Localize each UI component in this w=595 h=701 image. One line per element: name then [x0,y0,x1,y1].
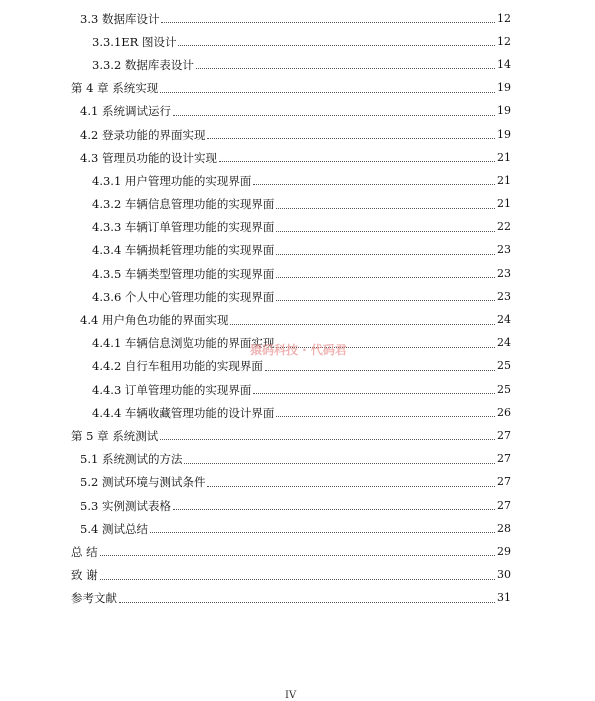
toc-entry[interactable] [0,146,595,169]
toc-entry[interactable] [0,448,595,471]
dot-leader [253,393,495,394]
toc-entry[interactable] [0,517,595,540]
toc-entry-label: 3.3.1ER 图设计 [92,34,177,49]
toc-entry-page: 22 [497,220,511,234]
toc-entry[interactable] [0,169,595,192]
page-number: IV [285,690,297,701]
toc-entry-page: 31 [497,591,511,605]
toc-entry-page: 23 [497,243,511,257]
toc-entry-label: 4.2 登录功能的界面实现 [80,127,206,142]
toc-entry[interactable] [0,239,595,262]
toc-entry-page: 27 [497,428,511,442]
toc-entry[interactable] [0,100,595,123]
dot-leader [178,45,495,46]
toc-entry-page: 21 [497,197,511,211]
toc-entry-label: 总 结 [71,544,98,559]
toc-entry-label: 5.1 系统测试的方法 [80,452,183,467]
dot-leader [150,532,495,533]
toc-entry-label: 4.3 管理员功能的设计实现 [80,150,217,165]
table-of-contents [0,7,595,610]
dot-leader [276,231,495,232]
toc-entry[interactable] [0,193,595,216]
toc-entry[interactable] [0,308,595,331]
dot-leader [230,324,495,325]
toc-entry-label: 4.4.4 车辆收藏管理功能的设计界面 [92,405,275,420]
toc-entry[interactable] [0,77,595,100]
toc-entry-page: 19 [497,104,511,118]
dot-leader [207,138,495,139]
toc-entry-page: 27 [497,498,511,512]
toc-entry-page: 21 [497,173,511,187]
toc-entry-label: 4.1 系统调试运行 [80,104,171,119]
toc-entry-label: 5.2 测试环境与测试条件 [80,475,206,490]
dot-leader [276,208,495,209]
toc-entry-page: 28 [497,521,511,535]
toc-entry-label: 5.4 测试总结 [80,521,148,536]
dot-leader [196,68,495,69]
toc-entry-label: 4.3.4 车辆损耗管理功能的实现界面 [92,243,275,258]
dot-leader [160,439,495,440]
toc-entry[interactable] [0,540,595,563]
toc-entry-label: 4.3.1 用户管理功能的实现界面 [92,173,252,188]
toc-entry[interactable] [0,471,595,494]
toc-entry-label: 参考文献 [71,591,117,606]
toc-entry[interactable] [0,123,595,146]
dot-leader [184,463,495,464]
toc-entry-label: 第 5 章 系统测试 [71,428,159,443]
toc-entry-label: 4.4 用户角色功能的界面实现 [80,313,229,328]
toc-entry-page: 24 [497,313,511,327]
toc-entry-page: 21 [497,150,511,164]
dot-leader [160,92,495,93]
dot-leader [219,161,495,162]
toc-entry-page: 23 [497,289,511,303]
dot-leader [207,486,495,487]
toc-entry-page: 23 [497,266,511,280]
toc-entry-page: 30 [497,568,511,582]
toc-entry-label: 4.4.2 自行车租用功能的实现界面 [92,359,263,374]
dot-leader [173,115,495,116]
dot-leader [253,184,495,185]
toc-entry-page: 19 [497,81,511,95]
dot-leader [161,22,495,23]
toc-entry[interactable] [0,262,595,285]
toc-entry-label: 第 4 章 系统实现 [71,81,159,96]
dot-leader [119,602,495,603]
toc-entry-page: 12 [497,11,511,25]
toc-entry-page: 25 [497,382,511,396]
toc-entry[interactable] [0,355,595,378]
dot-leader [265,370,495,371]
toc-entry-page: 12 [497,34,511,48]
toc-entry[interactable] [0,30,595,53]
toc-entry-page: 25 [497,359,511,373]
dot-leader [276,300,495,301]
toc-entry[interactable] [0,53,595,76]
toc-entry-label: 5.3 实例测试表格 [80,498,171,513]
dot-leader [276,416,495,417]
dot-leader [100,555,495,556]
toc-entry[interactable] [0,7,595,30]
toc-entry-page: 27 [497,475,511,489]
toc-entry-label: 4.3.6 个人中心管理功能的实现界面 [92,289,275,304]
toc-entry-page: 27 [497,452,511,466]
dot-leader [100,579,495,580]
toc-entry[interactable] [0,285,595,308]
dot-leader [276,254,495,255]
toc-entry-page: 29 [497,544,511,558]
toc-entry-label: 3.3.2 数据库表设计 [92,57,194,72]
toc-entry-label: 4.4.1 车辆信息浏览功能的界面实现 [92,336,275,351]
toc-entry-label: 4.3.2 车辆信息管理功能的实现界面 [92,197,275,212]
toc-entry[interactable] [0,494,595,517]
watermark: 猿码科技 · 代码君 [250,343,347,357]
toc-entry-label: 4.3.3 车辆订单管理功能的实现界面 [92,220,275,235]
toc-entry-label: 致 谢 [71,568,98,583]
toc-entry-page: 26 [497,405,511,419]
toc-entry[interactable] [0,564,595,587]
toc-entry-page: 19 [497,127,511,141]
toc-entry-label: 4.4.3 订单管理功能的实现界面 [92,382,252,397]
dot-leader [173,509,495,510]
toc-entry-label: 3.3 数据库设计 [80,11,160,26]
toc-entry[interactable] [0,401,595,424]
toc-entry-page: 24 [497,336,511,350]
toc-entry-label: 4.3.5 车辆类型管理功能的实现界面 [92,266,275,281]
toc-entry[interactable] [0,216,595,239]
toc-entry-page: 14 [497,57,511,71]
toc-entry[interactable] [0,378,595,401]
toc-entry[interactable] [0,587,595,610]
toc-entry[interactable] [0,424,595,447]
dot-leader [276,277,495,278]
